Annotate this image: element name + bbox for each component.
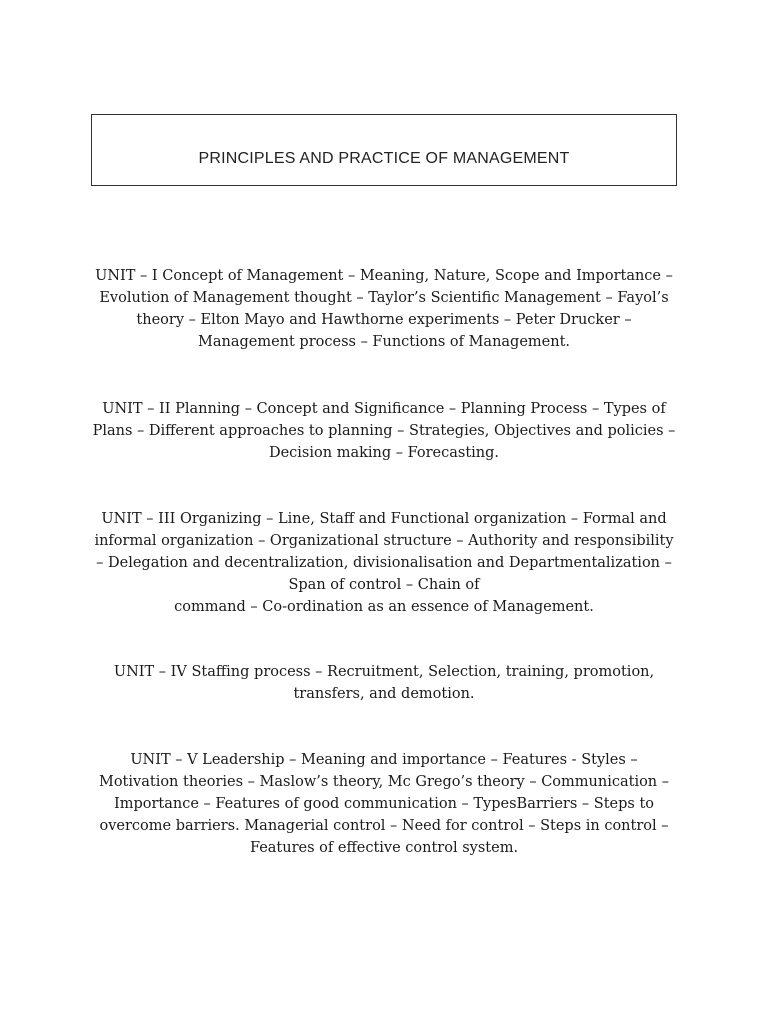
text-line: command – Co-ordination as an essence of Management. <box>174 599 594 615</box>
text-line: Span of control – Chain of <box>288 577 480 593</box>
text-line: Plans – Different approaches to planning – Strategies, Objectives and policies – <box>92 423 676 439</box>
text-line: Evolution of Management thought – Taylor’s Scientific Management – Fayol’s <box>99 290 669 306</box>
text-line: theory – Elton Mayo and Hawthorne experiments – Peter Drucker – <box>136 312 632 328</box>
text-line: – Delegation and decentralization, divisionalisation and Departmentalization – <box>96 555 672 571</box>
text-line: overcome barriers. Managerial control – Need for control – Steps in control – <box>99 818 669 834</box>
text-line: UNIT – V Leadership – Meaning and importance – Features - Styles – <box>130 752 638 768</box>
text-line: transfers, and demotion. <box>293 686 475 702</box>
text-line: UNIT – IV Staffing process – Recruitment, Selection, training, promotion, <box>113 664 655 680</box>
text-line: Motivation theories – Maslow’s theory, Mc Grego’s theory – Communication – <box>98 774 670 790</box>
text-line: Management process – Functions of Management. <box>197 334 571 350</box>
unit-1-paragraph <box>92 265 676 353</box>
document-title: PRINCIPLES AND PRACTICE OF MANAGEMENT <box>198 150 570 167</box>
text-line: UNIT – III Organizing – Line, Staff and Functional organization – Formal and <box>101 511 667 527</box>
text-line: Decision making – Forecasting. <box>268 445 500 461</box>
text-line: UNIT – I Concept of Management – Meaning, Nature, Scope and Importance – <box>95 268 673 284</box>
unit-5-paragraph <box>92 749 676 859</box>
unit-4-paragraph <box>92 661 676 705</box>
text-line: informal organization – Organizational structure – Authority and responsibility <box>94 533 674 549</box>
unit-3-paragraph <box>92 508 676 618</box>
unit-2-paragraph <box>92 398 676 464</box>
text-line: UNIT – II Planning – Concept and Significance – Planning Process – Types of <box>102 401 666 417</box>
title-box <box>91 114 677 186</box>
text-line: Importance – Features of good communication – TypesBarriers – Steps to <box>113 796 654 812</box>
text-line: Features of effective control system. <box>249 840 519 856</box>
